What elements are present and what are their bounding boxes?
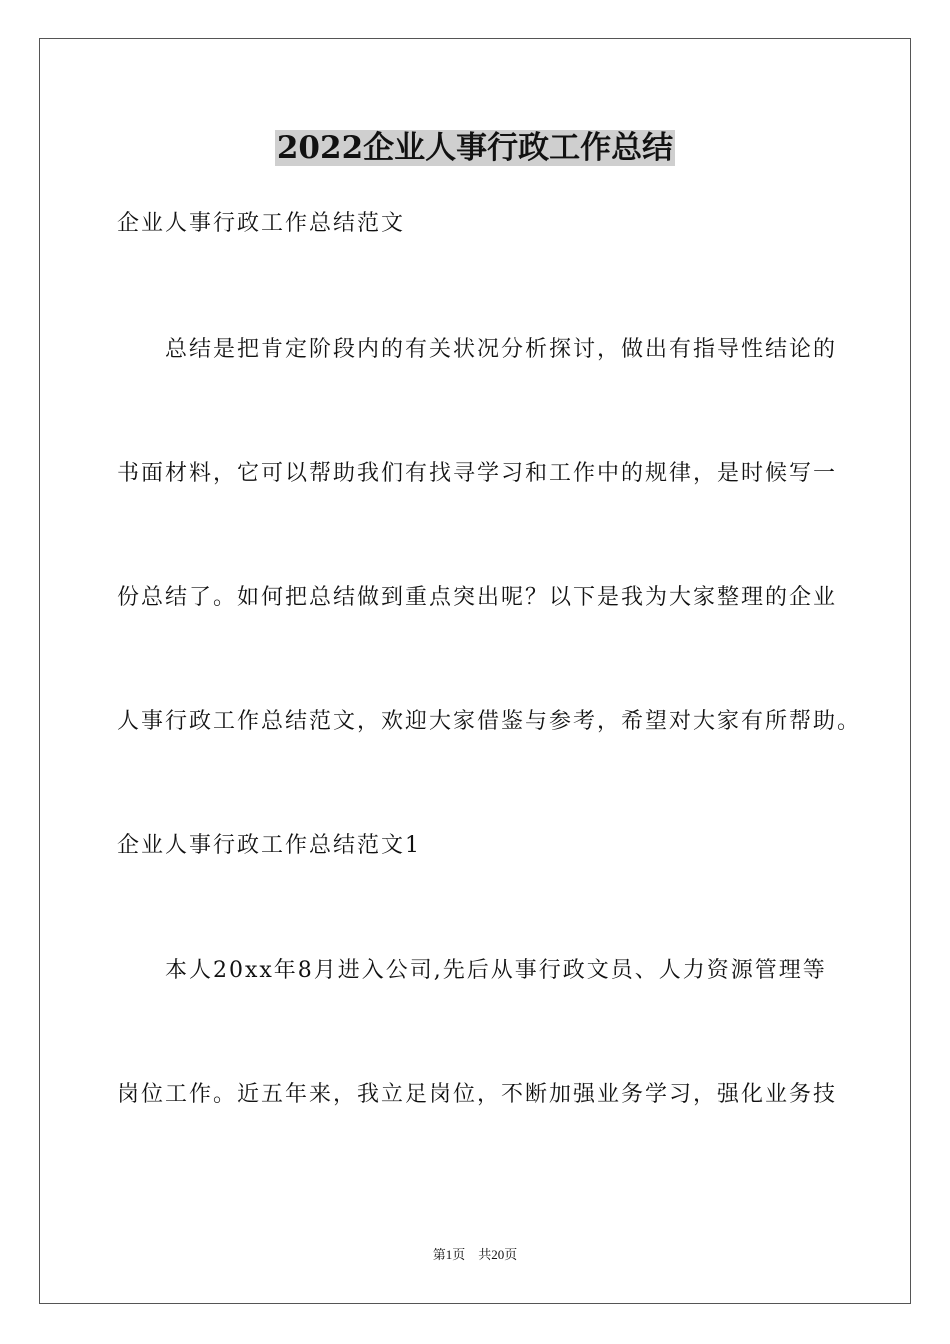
page-footer: 第1页 共20页 bbox=[432, 1247, 518, 1262]
document-title bbox=[0, 128, 950, 168]
subtitle-line: 企业人事行政工作总结范文 bbox=[117, 211, 406, 236]
paragraph-line: 书面材料，它可以帮助我们有找寻学习和工作中的规律，是时候写一 bbox=[117, 461, 838, 486]
document-title-text: 2022企业人事行政工作总结 bbox=[276, 130, 674, 166]
paragraph-line: 人事行政工作总结范文，欢迎大家借鉴与参考，希望对大家有所帮助。 bbox=[117, 709, 862, 734]
paragraph-line: 份总结了。如何把总结做到重点突出呢？以下是我为大家整理的企业 bbox=[117, 585, 838, 610]
section-heading: 企业人事行政工作总结范文1 bbox=[117, 833, 421, 858]
paragraph-line: 总结是把肯定阶段内的有关状况分析探讨，做出有指导性结论的 bbox=[165, 337, 838, 362]
paragraph-line: 本人20xx年8月进入公司,先后从事行政文员、人力资源管理等 bbox=[165, 958, 827, 983]
paragraph-line: 岗位工作。近五年来，我立足岗位，不断加强业务学习，强化业务技 bbox=[117, 1082, 838, 1107]
